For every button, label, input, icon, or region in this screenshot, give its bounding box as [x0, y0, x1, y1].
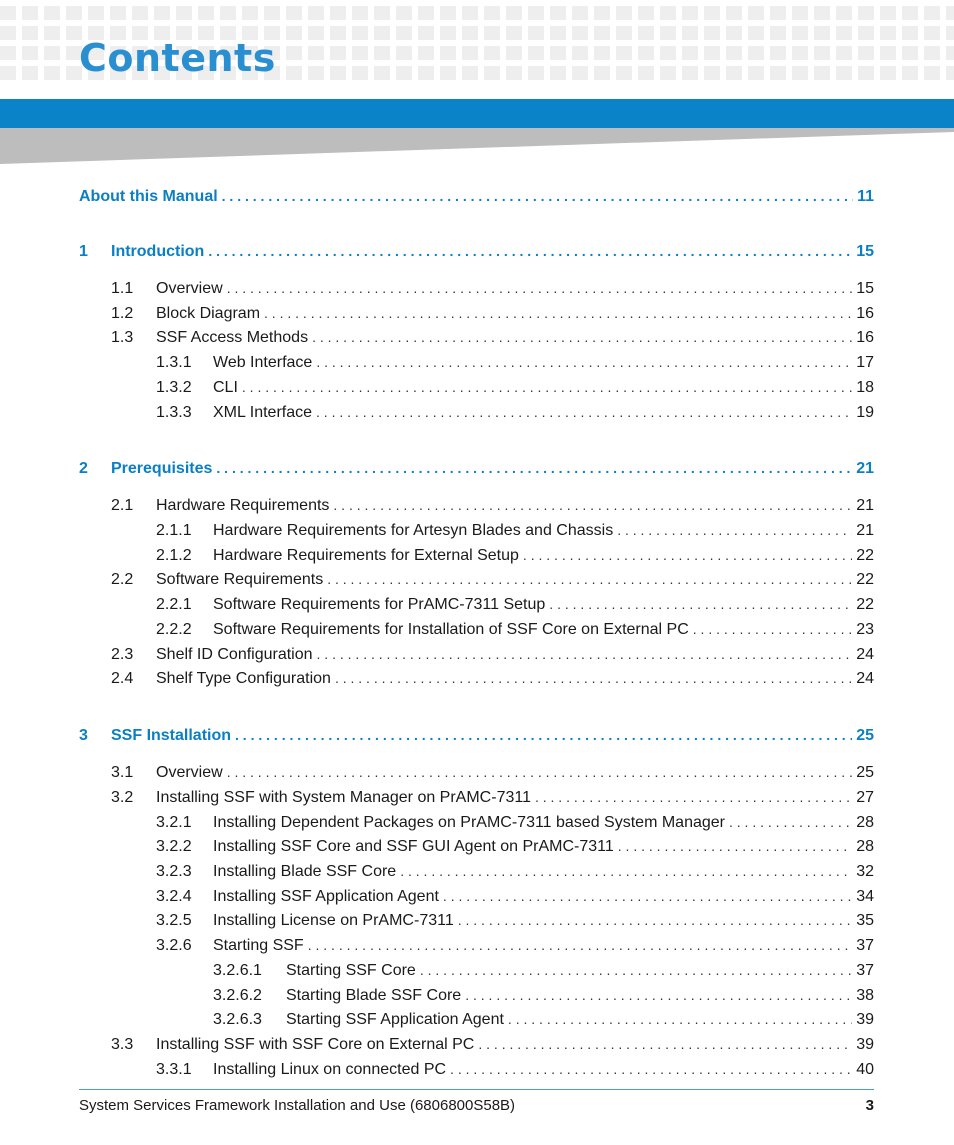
toc-page-number: 19 — [856, 404, 874, 421]
toc-number: 3.2.5 — [156, 912, 192, 929]
toc-entry[interactable] — [111, 327, 874, 348]
toc-number: 1.2 — [111, 305, 134, 322]
toc-number: 2.2.2 — [156, 621, 192, 638]
toc-page-number: 28 — [856, 814, 874, 831]
toc-entry[interactable] — [156, 594, 874, 615]
toc-number: 3 — [79, 727, 88, 744]
toc-number: 3.2.6.1 — [213, 962, 262, 979]
toc-dot-leader — [508, 1009, 852, 1029]
toc-label: Starting SSF Application Agent — [286, 1011, 504, 1028]
toc-page-number: 17 — [856, 354, 874, 371]
toc-page-number: 18 — [856, 379, 874, 396]
toc-label: Prerequisites — [111, 460, 213, 477]
toc-number: 2.1 — [111, 497, 134, 514]
toc-page-number: 35 — [856, 912, 874, 929]
toc-entry[interactable] — [111, 644, 874, 665]
toc-dot-leader — [333, 495, 852, 515]
toc-number: 3.2.2 — [156, 838, 192, 855]
toc-number: 3.2.3 — [156, 863, 192, 880]
toc-dot-leader — [617, 520, 852, 540]
toc-chapter-entry[interactable] — [79, 241, 874, 262]
toc-page-number: 11 — [857, 188, 874, 205]
toc-entry[interactable] — [111, 762, 874, 783]
toc-page-number: 40 — [856, 1061, 874, 1078]
toc-number: 2.1.1 — [156, 522, 192, 539]
toc-label: Shelf Type Configuration — [156, 670, 331, 687]
toc-label: Shelf ID Configuration — [156, 646, 313, 663]
toc-entry[interactable] — [156, 812, 874, 833]
toc-label: Software Requirements for Installation of SSF Core on External PC — [213, 621, 689, 638]
toc-dot-leader — [327, 569, 852, 589]
footer-doc-title: System Services Framework Installation and Use (6806800S58B) — [79, 1097, 516, 1114]
toc-label: Overview — [156, 764, 223, 781]
toc-entry[interactable] — [111, 569, 874, 590]
header-gray-wedge — [0, 128, 954, 164]
toc-dot-leader — [478, 1034, 852, 1054]
toc-page-number: 32 — [856, 863, 874, 880]
toc-label: Hardware Requirements for External Setup — [213, 547, 519, 564]
toc-page-number: 25 — [856, 727, 874, 744]
toc-label: SSF Access Methods — [156, 329, 309, 346]
toc-page-number: 21 — [856, 522, 874, 539]
toc-label: Installing Blade SSF Core — [213, 863, 397, 880]
toc-page-number: 22 — [856, 571, 874, 588]
toc-page-number: 23 — [856, 621, 874, 638]
toc-dot-leader — [450, 1059, 852, 1079]
toc-page-number: 15 — [856, 280, 874, 297]
toc-number: 1 — [79, 243, 88, 260]
toc-dot-leader — [317, 644, 853, 664]
toc-entry[interactable] — [213, 1009, 874, 1030]
toc-entry[interactable] — [156, 545, 874, 566]
toc-entry[interactable] — [213, 960, 874, 981]
toc-label: Hardware Requirements for Artesyn Blades and Chassis — [213, 522, 614, 539]
toc-dot-leader — [316, 352, 852, 372]
toc-label: Installing SSF Application Agent — [213, 888, 439, 905]
toc-label: Introduction — [111, 243, 205, 260]
toc-page-number: 22 — [856, 596, 874, 613]
toc-chapter-entry[interactable] — [79, 725, 874, 746]
toc-label: Installing Linux on connected PC — [213, 1061, 447, 1078]
toc-dot-leader — [458, 910, 852, 930]
header-blue-band — [0, 99, 954, 128]
toc-label: Installing License on PrAMC-7311 — [213, 912, 454, 929]
toc-page-number: 21 — [856, 460, 874, 477]
toc-number: 1.3.2 — [156, 379, 192, 396]
toc-page-number: 16 — [856, 305, 874, 322]
footer-page-number: 3 — [865, 1097, 874, 1114]
toc-dot-leader — [227, 762, 853, 782]
toc-page-number: 39 — [856, 1036, 874, 1053]
toc-dot-leader — [729, 812, 852, 832]
toc-entry[interactable] — [156, 520, 874, 541]
toc-entry[interactable] — [111, 787, 874, 808]
toc-dot-leader — [216, 458, 852, 478]
toc-entry[interactable] — [111, 668, 874, 689]
toc-page-number: 38 — [856, 987, 874, 1004]
toc-dot-leader — [312, 327, 852, 347]
toc-entry[interactable] — [111, 1034, 874, 1055]
toc-number: 1.3.1 — [156, 354, 192, 371]
toc-dot-leader — [400, 861, 852, 881]
toc-page-number: 15 — [856, 243, 874, 260]
toc-number: 2.3 — [111, 646, 134, 663]
toc-dot-leader — [208, 241, 852, 261]
toc-number: 3.3.1 — [156, 1061, 192, 1078]
toc-page-number: 34 — [856, 888, 874, 905]
toc-label: Hardware Requirements — [156, 497, 330, 514]
toc-page-number: 22 — [856, 547, 874, 564]
toc-label: SSF Installation — [111, 727, 232, 744]
toc-entry[interactable] — [111, 303, 874, 324]
toc-dot-leader — [316, 402, 852, 422]
toc-entry[interactable] — [156, 861, 874, 882]
toc-number: 3.2 — [111, 789, 134, 806]
toc-entry[interactable] — [156, 910, 874, 931]
toc-entry[interactable] — [111, 278, 874, 299]
toc-page-number: 25 — [856, 764, 874, 781]
toc-page-number: 16 — [856, 329, 874, 346]
toc-label: Software Requirements — [156, 571, 324, 588]
toc-number: 3.2.4 — [156, 888, 192, 905]
toc-entry[interactable] — [111, 495, 874, 516]
toc-dot-leader — [693, 619, 852, 639]
toc-entry[interactable] — [156, 836, 874, 857]
toc-chapter-entry[interactable] — [79, 458, 874, 479]
toc-dot-leader — [235, 725, 852, 745]
toc-dot-leader — [222, 186, 853, 206]
toc-label: Installing SSF with System Manager on PrAMC-7311 — [156, 789, 531, 806]
toc-dot-leader — [523, 545, 852, 565]
toc-dot-leader — [264, 303, 852, 323]
toc-label: Starting SSF Core — [286, 962, 416, 979]
toc-number: 3.2.6.3 — [213, 1011, 262, 1028]
toc-number: 2.2 — [111, 571, 134, 588]
toc-entry[interactable] — [156, 402, 874, 423]
toc-dot-leader — [335, 668, 852, 688]
toc-entry[interactable] — [156, 377, 874, 398]
toc-dot-leader — [308, 935, 853, 955]
toc-dot-leader — [227, 278, 853, 298]
toc-entry[interactable] — [156, 886, 874, 907]
toc-label: Block Diagram — [156, 305, 261, 322]
toc-number: 3.2.1 — [156, 814, 192, 831]
toc-label: Web Interface — [213, 354, 313, 371]
toc-page-number: 27 — [856, 789, 874, 806]
toc-page-number: 39 — [856, 1011, 874, 1028]
toc-chapter-entry[interactable] — [79, 186, 874, 207]
toc-dot-leader — [618, 836, 852, 856]
toc-label: CLI — [213, 379, 238, 396]
toc-number: 1.3.3 — [156, 404, 192, 421]
toc-dot-leader — [465, 985, 852, 1005]
toc-number: 3.2.6 — [156, 937, 192, 954]
toc-page-number: 21 — [856, 497, 874, 514]
toc-number: 3.3 — [111, 1036, 134, 1053]
toc-label: About this Manual — [79, 188, 218, 205]
toc-label: Installing Dependent Packages on PrAMC-7311 based System Manager — [213, 814, 725, 831]
toc-page-number: 28 — [856, 838, 874, 855]
toc-label: Software Requirements for PrAMC-7311 Setup — [213, 596, 546, 613]
toc-dot-leader — [242, 377, 852, 397]
toc-entry[interactable] — [156, 935, 874, 956]
toc-entry[interactable] — [156, 352, 874, 373]
toc-number: 2.4 — [111, 670, 134, 687]
toc-page-number: 37 — [856, 937, 874, 954]
toc-number: 1.1 — [111, 280, 134, 297]
toc-dot-leader — [535, 787, 852, 807]
page-title: Contents — [79, 36, 276, 80]
toc-number: 2.2.1 — [156, 596, 192, 613]
toc-entry[interactable] — [156, 1059, 874, 1080]
toc-entry[interactable] — [213, 985, 874, 1006]
toc-page-number: 37 — [856, 962, 874, 979]
toc-number: 2.1.2 — [156, 547, 192, 564]
toc-number: 2 — [79, 460, 88, 477]
toc-number: 3.2.6.2 — [213, 987, 262, 1004]
toc-page-number: 24 — [856, 670, 874, 687]
toc-number: 3.1 — [111, 764, 134, 781]
toc-label: XML Interface — [213, 404, 313, 421]
toc-entry[interactable] — [156, 619, 874, 640]
footer-rule — [79, 1089, 874, 1090]
toc-label: Starting SSF — [213, 937, 304, 954]
toc-label: Installing SSF with SSF Core on External PC — [156, 1036, 475, 1053]
toc-number: 1.3 — [111, 329, 134, 346]
toc-dot-leader — [443, 886, 852, 906]
toc-page-number: 24 — [856, 646, 874, 663]
toc-dot-leader — [420, 960, 852, 980]
toc-label: Installing SSF Core and SSF GUI Agent on PrAMC-7311 — [213, 838, 614, 855]
toc-label: Overview — [156, 280, 223, 297]
toc-dot-leader — [549, 594, 852, 614]
toc-label: Starting Blade SSF Core — [286, 987, 462, 1004]
